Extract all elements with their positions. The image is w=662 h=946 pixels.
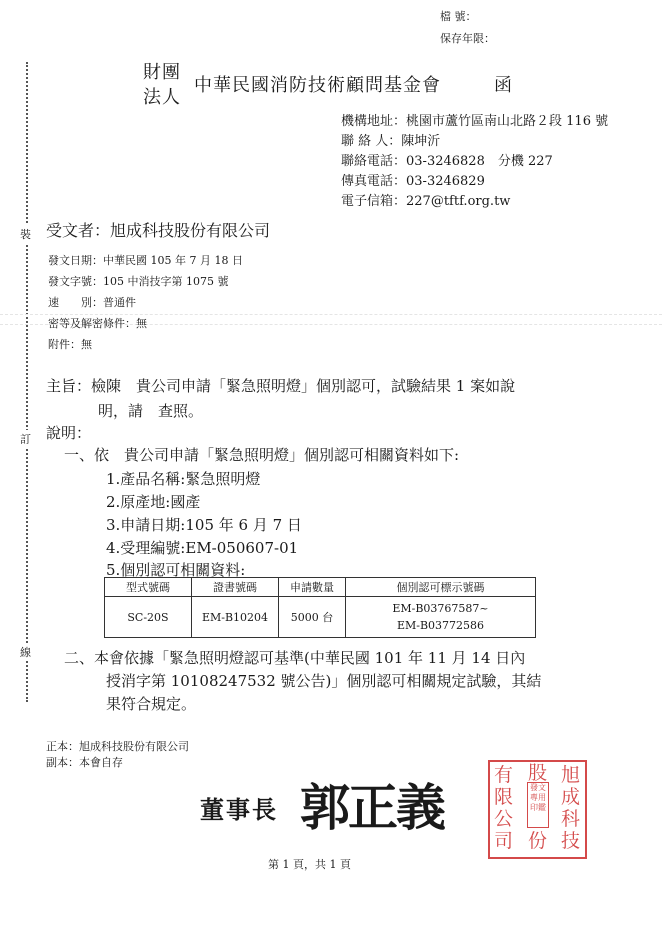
explanation-label: 說明：: [46, 424, 92, 442]
issue-date-label: 發文日期：: [48, 254, 103, 267]
contact-email: [341, 190, 510, 209]
seal-char: 限: [494, 786, 514, 808]
recipient-name: 旭成科技股份有限公司: [110, 221, 271, 240]
column-header: 型式號碼: [105, 578, 192, 597]
seal-char: 成: [561, 786, 581, 808]
secrecy-value: 無: [136, 317, 147, 330]
explanation-item1: [64, 444, 459, 465]
seal-inner-stamp: 發文專用印鑑: [527, 782, 549, 828]
mark-line1: EM-B03767587~: [392, 602, 489, 615]
signature-name: 郭正義: [300, 778, 444, 837]
email-value: 227@tftf.org.tw: [406, 194, 511, 209]
subject-label: 主旨：: [46, 377, 92, 395]
contact-address: [341, 110, 608, 129]
mark-line2: EM-B03772586: [396, 619, 485, 632]
contact-person: [341, 130, 440, 149]
secrecy-level: [48, 315, 147, 331]
sub-item: 5.個別認可相關資料:: [106, 561, 246, 579]
item2-text-line3: 果符合規定。: [106, 695, 197, 713]
copy-recipient: [46, 754, 123, 770]
sub-item: 4.受理編號:EM-050607-01: [106, 539, 299, 557]
reference-value: 105 中消技字第 1075 號: [103, 275, 229, 288]
secrecy-label: 密等及解密條件：: [48, 317, 136, 330]
org-name: 中華民國消防技術顧問基金會: [194, 75, 441, 96]
contact-phone: [341, 150, 553, 169]
original-label: 正本：: [46, 740, 79, 753]
fax-value: 03-3246829: [406, 174, 485, 189]
seal-char: 公: [494, 808, 514, 830]
attachment-label: 附件：: [48, 338, 81, 351]
model-cell: SC-20S: [105, 597, 192, 638]
item2-text-line2: 授消字第 10108247532 號公告)」個別認可相關規定試驗，其結: [106, 672, 542, 690]
column-header: 個別認可標示號碼: [346, 578, 536, 597]
item1-number: 一、: [64, 446, 95, 464]
sub-item: 1.產品名稱:緊急照明燈: [106, 470, 261, 488]
mark-cell: [346, 597, 536, 638]
sub-item: 2.原產地:國產: [106, 493, 201, 511]
signature-title: 董事長: [200, 795, 278, 824]
page-number: 第 1 頁，共 1 頁: [268, 858, 351, 871]
contact-person-value: 陳坤沂: [401, 134, 441, 149]
item2-text-line1: 本會依據「緊急照明燈認可基準(中華民國 101 年 11 月 14 日內: [94, 649, 526, 667]
speed-value: 普通件: [103, 296, 136, 309]
binding-line: [26, 62, 28, 702]
address-label: 機構地址：: [341, 114, 407, 129]
speed-category: [48, 294, 136, 310]
reference-number: [48, 273, 228, 289]
issue-date-value: 中華民國 105 年 7 月 18 日: [103, 254, 243, 267]
phone-value: 03-3246828 分機 227: [406, 154, 553, 169]
seal-char: 技: [561, 830, 581, 852]
email-label: 電子信箱：: [341, 194, 407, 209]
cert-cell: EM-B10204: [192, 597, 279, 638]
org-type-line1: 財團: [143, 62, 181, 83]
binding-char-middle: 訂: [20, 430, 31, 448]
retention-period-label: 保存年限：: [440, 32, 495, 45]
contact-fax: [341, 170, 485, 189]
attachment: [48, 336, 92, 352]
org-type-line2: 法人: [143, 87, 181, 108]
original-value: 旭成科技股份有限公司: [79, 740, 189, 753]
table-header-row: [105, 578, 536, 597]
certification-table: [104, 577, 536, 638]
address-value: 桃園市蘆竹區南山北路２段 116 號: [406, 114, 609, 129]
column-header: 申請數量: [279, 578, 346, 597]
speed-label: 速 別：: [48, 296, 103, 309]
column-header: 證書號碼: [192, 578, 279, 597]
seal-char: 司: [494, 830, 514, 852]
subject-text-line2: 明，請 查照。: [98, 402, 204, 420]
seal-char: 有: [494, 764, 514, 786]
seal-char: 股: [528, 762, 548, 784]
seal-char: 份: [528, 830, 548, 852]
subject-text-line1: 檢陳 貴公司申請「緊急照明燈」個別認可，試驗結果 1 案如說: [91, 377, 516, 395]
recipient: [46, 218, 270, 241]
issue-date: [48, 252, 243, 268]
contact-person-label: 聯 絡 人：: [341, 134, 402, 149]
seal-char: 旭: [561, 764, 581, 786]
explanation-item2-line1: [64, 647, 525, 668]
recipient-label: 受文者：: [46, 221, 111, 240]
copy-value: 本會自存: [79, 756, 123, 769]
item2-number: 二、: [64, 649, 95, 667]
seal-char: 科: [561, 808, 581, 830]
original-recipient: [46, 738, 189, 754]
file-number-label: 檔 號：: [440, 10, 477, 23]
binding-char-top: 裝: [20, 225, 31, 243]
qty-cell: 5000 台: [279, 597, 346, 638]
sub-item: 3.申請日期:105 年 6 月 7 日: [106, 516, 302, 534]
item1-text: 依 貴公司申請「緊急照明燈」個別認可相關資料如下:: [94, 446, 460, 464]
table-row: [105, 597, 536, 638]
copy-label: 副本：: [46, 756, 79, 769]
subject-line1: [46, 375, 515, 396]
doc-type: 函: [494, 75, 513, 96]
company-seal: [488, 760, 587, 859]
reference-label: 發文字號：: [48, 275, 103, 288]
phone-label: 聯絡電話：: [341, 154, 407, 169]
fax-label: 傳真電話：: [341, 174, 407, 189]
binding-char-bottom: 線: [20, 643, 31, 661]
attachment-value: 無: [81, 338, 92, 351]
